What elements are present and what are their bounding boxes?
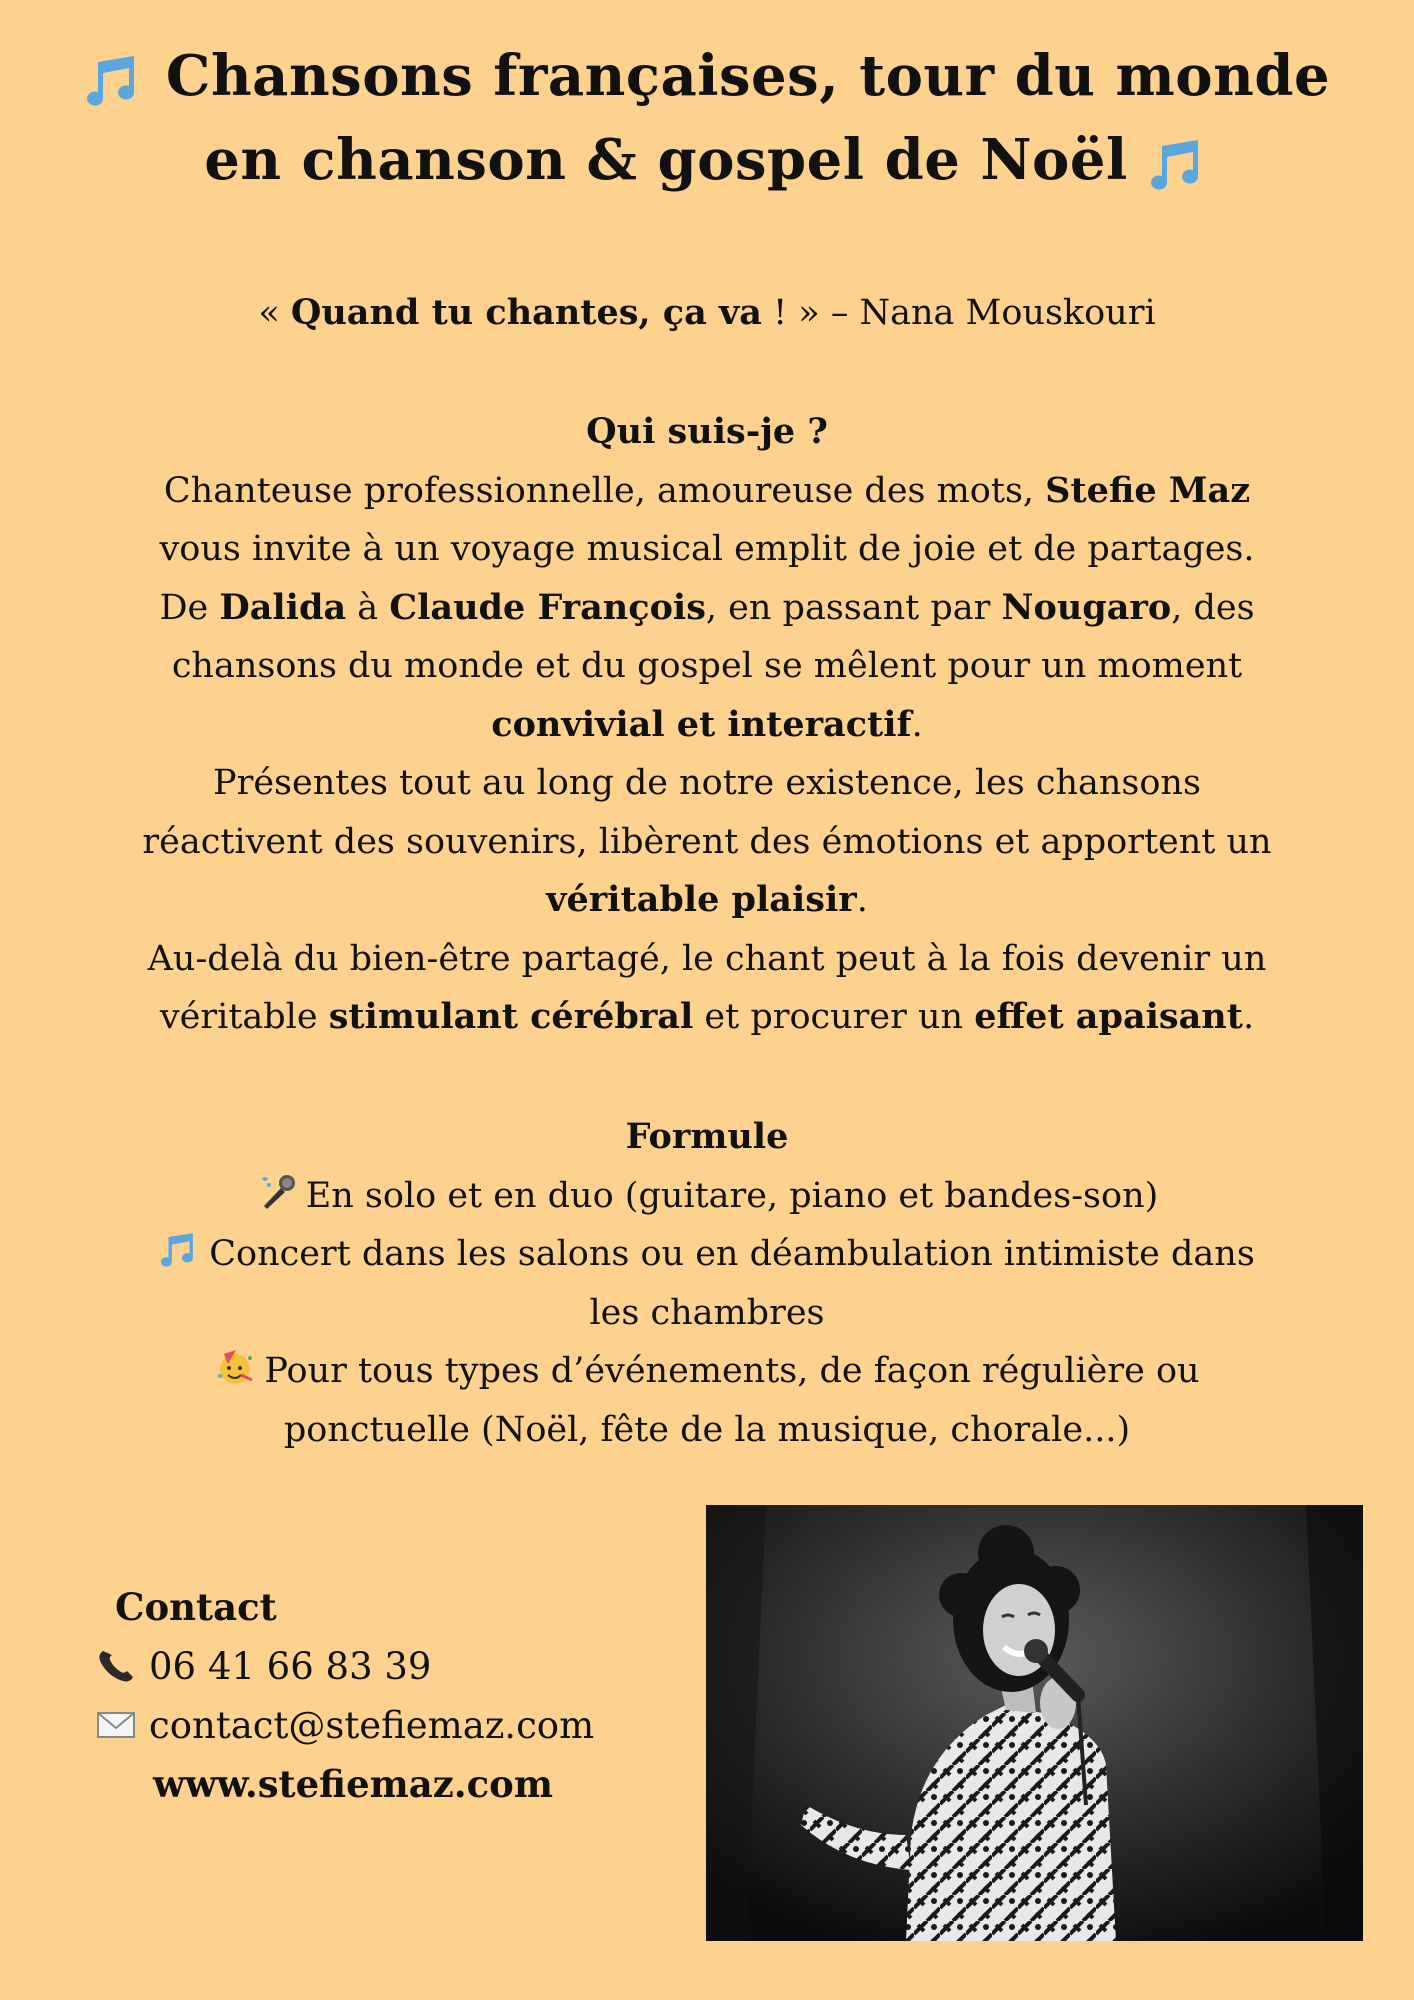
about-text: vous invite à un voyage musical emplit de joie et de partages.	[159, 529, 1255, 569]
about-text: véritable	[159, 997, 329, 1037]
email-link[interactable]: contact@stefiemaz.com	[149, 1704, 595, 1747]
phone-line[interactable]	[95, 1637, 594, 1696]
musical-notes-icon	[1148, 131, 1210, 185]
email-line[interactable]	[95, 1696, 594, 1755]
musical-notes-icon	[159, 1229, 201, 1267]
about-highlight: stimulant cérébral	[328, 996, 694, 1037]
about-text: chansons du monde et du gospel se mêlent pour un moment	[171, 646, 1243, 686]
artist-ref: Dalida	[219, 586, 347, 628]
about-text: Présentes tout au long de notre existence, les chansons	[213, 763, 1201, 803]
telephone-icon	[95, 1641, 137, 1677]
about-text: Au-delà du bien-être partagé, le chant peut à la fois devenir un	[147, 938, 1267, 979]
about-text: Chanteuse professionnelle, amoureuse des mots,	[163, 470, 1046, 511]
artist-name: Stefie Maz	[1045, 469, 1251, 511]
artist-ref: Nougaro	[1001, 586, 1172, 628]
contact-heading: Contact	[115, 1585, 277, 1629]
formule-item-3-cont: ponctuelle (Noël, fête de la musique, chorale...)	[283, 1409, 1131, 1450]
about-highlight: effet apaisant	[974, 996, 1243, 1037]
microphone-icon	[256, 1171, 298, 1209]
about-text: réactivent des souvenirs, libèrent des émotions et apportent un	[142, 821, 1272, 862]
singer-photo	[706, 1505, 1363, 1941]
about-heading: Qui suis-je ?	[586, 411, 828, 452]
about-text: De	[159, 587, 220, 628]
formule-item-2-cont: les chambres	[589, 1292, 825, 1333]
punctuation: .	[1242, 997, 1255, 1037]
quote	[40, 288, 1374, 338]
formule-heading: Formule	[625, 1116, 789, 1157]
title-line-1: Chansons françaises, tour du monde	[165, 43, 1331, 109]
punctuation: .	[911, 704, 923, 745]
contact-section	[95, 1578, 594, 1814]
website-link[interactable]: www.stefiemaz.com	[153, 1762, 553, 1806]
about-section	[40, 403, 1374, 1047]
about-text: à	[346, 587, 390, 628]
quote-open: «	[258, 293, 291, 333]
quote-attribution: ! » – Nana Mouskouri	[761, 293, 1156, 333]
about-text: et procurer un	[693, 997, 975, 1037]
punctuation: .	[856, 880, 868, 920]
envelope-icon	[95, 1700, 137, 1736]
about-text: , en passant par	[705, 587, 1002, 628]
about-highlight: véritable plaisir	[546, 879, 857, 920]
formule-section	[40, 1108, 1374, 1459]
about-highlight: convivial et interactif	[491, 703, 912, 745]
artist-ref: Claude François	[389, 586, 706, 628]
formule-item-2: Concert dans les salons ou en déambulation intimiste dans	[209, 1234, 1255, 1274]
quote-text: Quand tu chantes, ça va	[290, 292, 762, 333]
phone-number[interactable]: 06 41 66 83 39	[149, 1645, 432, 1688]
formule-item-3: Pour tous types d’événements, de façon régulière ou	[264, 1351, 1200, 1391]
formule-item-1: En solo et en duo (guitare, piano et bandes-son)	[305, 1175, 1159, 1216]
page-title	[40, 34, 1374, 202]
title-line-2: en chanson & gospel de Noël	[204, 127, 1128, 193]
party-face-icon	[214, 1346, 256, 1384]
about-text: , des	[1171, 587, 1255, 628]
musical-notes-icon	[84, 47, 146, 101]
